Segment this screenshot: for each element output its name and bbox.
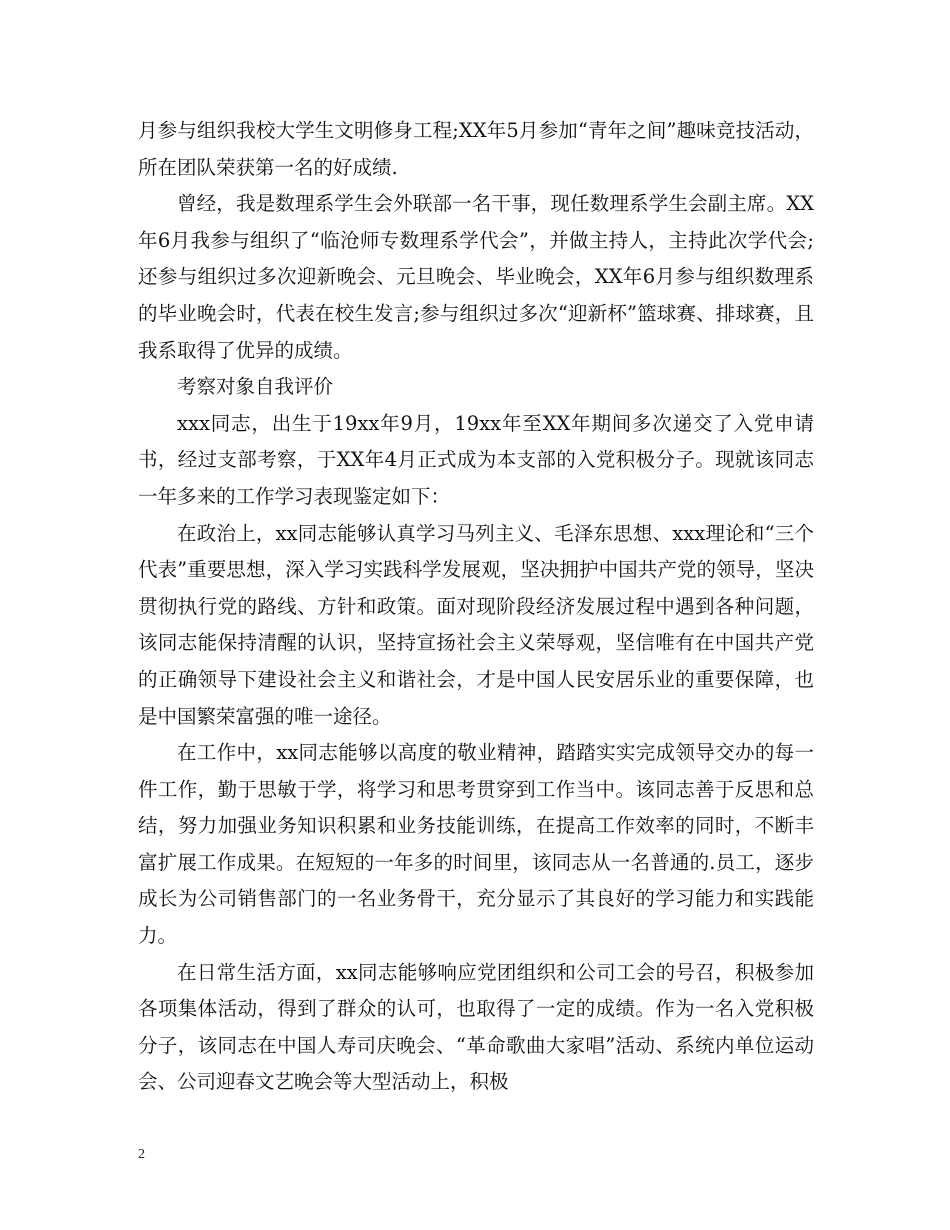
paragraph-work: 在工作中，xx同志能够以高度的敬业精神，踏踏实实完成领导交办的每一件工作，勤于思敏于学，将学习和思考贯穿到工作当中。该同志善于反思和总结，努力加强业务知识积累和业务技能训练，在提高工作效率的同时，不断丰富扩展工作成果。在短短的一年多的时间里，该同志从一名普通的.员工，逐步成长为公司销售部门的一名业务骨干，充分显示了其良好的学习能力和实践能力。 — [138, 741, 814, 948]
paragraph-intro: xxx同志，出生于19xx年9月，19xx年至XX年期间多次递交了入党申请书，经过支部考察，于XX年4月正式成为本支部的入党积极分子。现就该同志一年多来的工作学习表现鉴定如下： — [138, 411, 814, 508]
document-body — [138, 113, 814, 1101]
page-number: 2 — [138, 1147, 145, 1162]
paragraph-continuation: 月参与组织我校大学生文明修身工程;XX年5月参加“青年之间”趣味竞技活动，所在团队荣获第一名的好成绩. — [138, 119, 814, 179]
paragraph-daily-life: 在日常生活方面，xx同志能够响应党团组织和公司工会的号召，积极参加各项集体活动，得到了群众的认可，也取得了一定的成绩。作为一名入党积极分子，该同志在中国人寿司庆晚会、“革命歌曲大家唱”活动、系统内单位运动会、公司迎春文艺晚会等大型活动上，积极 — [138, 960, 814, 1094]
paragraph-politics: 在政治上，xx同志能够认真学习马列主义、毛泽东思想、xxx理论和“三个代表”重要思想，深入学习实践科学发展观，坚决拥护中国共产党的领导，坚决贯彻执行党的路线、方针和政策。面对现阶段经济发展过程中遇到各种问题，该同志能保持清醒的认识，坚持宣扬社会主义荣辱观，坚信唯有在中国共产党的正确领导下建设社会主义和谐社会，才是中国人民安居乐业的重要保障，也是中国繁荣富强的唯一途径。 — [138, 521, 814, 728]
section-heading-self-evaluation: 考察对象自我评价 — [177, 375, 334, 399]
paragraph-student-union: 曾经，我是数理系学生会外联部一名干事，现任数理系学生会副主席。XX年6月我参与组织了“临沧师专数理系学代会”，并做主持人，主持此次学代会;还参与组织过多次迎新晚会、元旦晚会、毕业晚会，XX年6月参与组织数理系的毕业晚会时，代表在校生发言;参与组织过多次“迎新杯”篮球赛、排球赛，且我系取得了优异的成绩。 — [138, 192, 814, 362]
